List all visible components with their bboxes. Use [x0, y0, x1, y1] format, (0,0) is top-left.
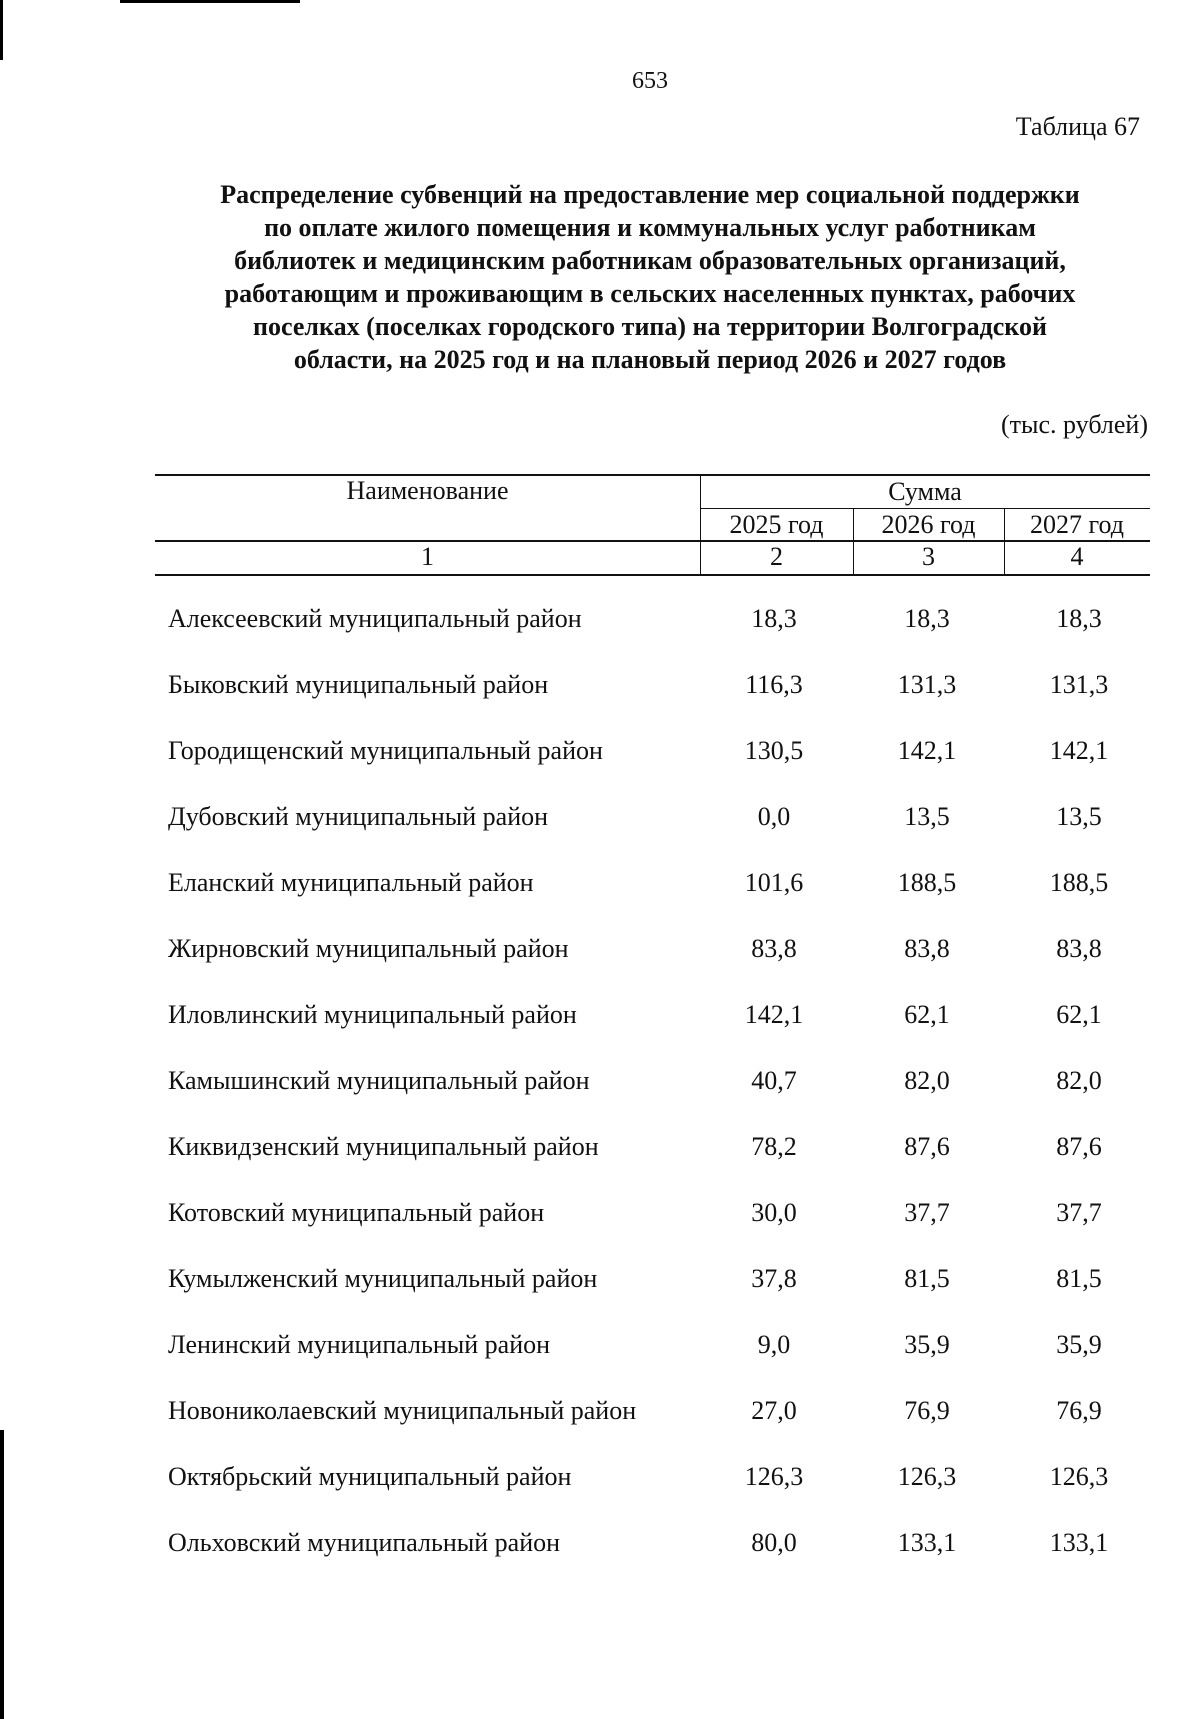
row-name: Киквидзенский муниципальный район [168, 1132, 599, 1161]
row-value-2026: 87,6 [904, 1132, 950, 1161]
table-row [0, 1066, 1200, 1106]
row-value-2026: 82,0 [904, 1066, 950, 1095]
header-year-2027: 2027 год [1030, 510, 1124, 539]
row-name: Ленинский муниципальный район [168, 1330, 551, 1359]
table-row [0, 868, 1200, 908]
row-value-2027: 81,5 [1056, 1264, 1102, 1293]
row-value-2025: 18,3 [751, 604, 797, 633]
header-colnum-2: 2 [770, 542, 783, 571]
row-value-2027: 126,3 [1049, 1462, 1109, 1491]
row-value-2026: 37,7 [904, 1198, 950, 1227]
table-row [0, 1396, 1200, 1436]
row-name: Ольховский муниципальный район [168, 1528, 561, 1557]
row-name: Камышинский муниципальный район [168, 1066, 590, 1095]
table-row [0, 670, 1200, 710]
row-value-2025: 27,0 [751, 1396, 797, 1425]
row-value-2027: 133,1 [1049, 1528, 1109, 1557]
row-value-2027: 13,5 [1056, 802, 1102, 831]
row-value-2026: 142,1 [897, 736, 957, 765]
header-colnum-3: 3 [922, 542, 935, 571]
row-value-2027: 82,0 [1056, 1066, 1102, 1095]
table-row [0, 934, 1200, 974]
table-row [0, 1330, 1200, 1370]
header-year-2025: 2025 год [729, 510, 824, 539]
row-value-2025: 37,8 [751, 1264, 797, 1293]
row-name: Быковский муниципальный район [168, 670, 549, 699]
table-row [0, 604, 1200, 644]
scan-edge-left [0, 0, 3, 60]
row-value-2025: 80,0 [751, 1528, 797, 1557]
row-name: Жирновский муниципальный район [168, 934, 569, 963]
row-value-2026: 81,5 [904, 1264, 950, 1293]
row-value-2026: 62,1 [904, 1000, 950, 1029]
row-value-2027: 142,1 [1049, 736, 1109, 765]
scan-edge-top [120, 0, 300, 3]
row-name: Котовский муниципальный район [168, 1198, 545, 1227]
row-value-2026: 35,9 [904, 1330, 950, 1359]
table-row [0, 1132, 1200, 1172]
row-value-2025: 142,1 [744, 1000, 804, 1029]
header-name: Наименование [346, 476, 509, 505]
row-value-2026: 18,3 [904, 604, 950, 633]
row-value-2027: 35,9 [1056, 1330, 1102, 1359]
row-name: Алексеевский муниципальный район [168, 604, 582, 633]
table-row [0, 1528, 1200, 1568]
header-year-2026: 2026 год [881, 510, 976, 539]
header-colnum-1: 1 [421, 542, 434, 571]
row-name: Городищенский муниципальный район [168, 736, 603, 765]
table-label: Таблица 67 [1015, 112, 1140, 141]
row-value-2026: 76,9 [904, 1396, 950, 1425]
row-value-2026: 83,8 [904, 934, 950, 963]
page-number: 653 [632, 68, 668, 94]
row-value-2025: 126,3 [744, 1462, 804, 1491]
row-name: Новониколаевский муниципальный район [168, 1396, 637, 1425]
row-value-2026: 126,3 [897, 1462, 957, 1491]
row-value-2027: 62,1 [1056, 1000, 1102, 1029]
row-name: Октябрьский муниципальный район [168, 1462, 572, 1491]
table-row [0, 802, 1200, 842]
row-value-2025: 9,0 [757, 1330, 791, 1359]
row-name: Еланский муниципальный район [168, 868, 534, 897]
row-value-2025: 101,6 [744, 868, 804, 897]
row-value-2027: 76,9 [1056, 1396, 1102, 1425]
table-title: Распределение субвенций на предоставление мер социальной поддержки по оплате жилого помещения и коммунальных услуг работникам библиотек и медицинским работникам образовательных организаций, работающим и проживающим в сельских населенных пунктах, рабочих поселках (поселках городского типа) на территории Волгоградской области, на 2025 год и на плановый период 2026 и 2027 годов [220, 180, 1080, 374]
row-value-2025: 83,8 [751, 934, 797, 963]
row-value-2026: 13,5 [904, 802, 950, 831]
header-sum: Сумма [888, 477, 962, 506]
row-value-2026: 131,3 [897, 670, 957, 699]
row-name: Иловлинский муниципальный район [168, 1000, 577, 1029]
header-years-rule [700, 508, 1150, 509]
row-value-2027: 188,5 [1049, 868, 1109, 897]
row-value-2025: 40,7 [751, 1066, 797, 1095]
row-value-2027: 18,3 [1056, 604, 1102, 633]
row-value-2027: 83,8 [1056, 934, 1102, 963]
row-name: Кумылженский муниципальный район [168, 1264, 598, 1293]
table-row [0, 736, 1200, 776]
table-row [0, 1198, 1200, 1238]
row-value-2027: 87,6 [1056, 1132, 1102, 1161]
row-name: Дубовский муниципальный район [168, 802, 549, 831]
header-colnum-4: 4 [1070, 542, 1084, 571]
table-row [0, 1000, 1200, 1040]
row-value-2025: 78,2 [751, 1132, 797, 1161]
units-label: (тыс. рублей) [1000, 410, 1148, 439]
row-value-2027: 131,3 [1049, 670, 1109, 699]
row-value-2026: 188,5 [897, 868, 957, 897]
header-bottom-rule [155, 574, 1150, 576]
table-row [0, 1264, 1200, 1304]
table-row [0, 1462, 1200, 1502]
row-value-2025: 116,3 [745, 670, 803, 699]
row-value-2027: 37,7 [1056, 1198, 1102, 1227]
row-value-2026: 133,1 [897, 1528, 957, 1557]
row-value-2025: 130,5 [744, 736, 804, 765]
row-value-2025: 0,0 [757, 802, 791, 831]
row-value-2025: 30,0 [751, 1198, 797, 1227]
